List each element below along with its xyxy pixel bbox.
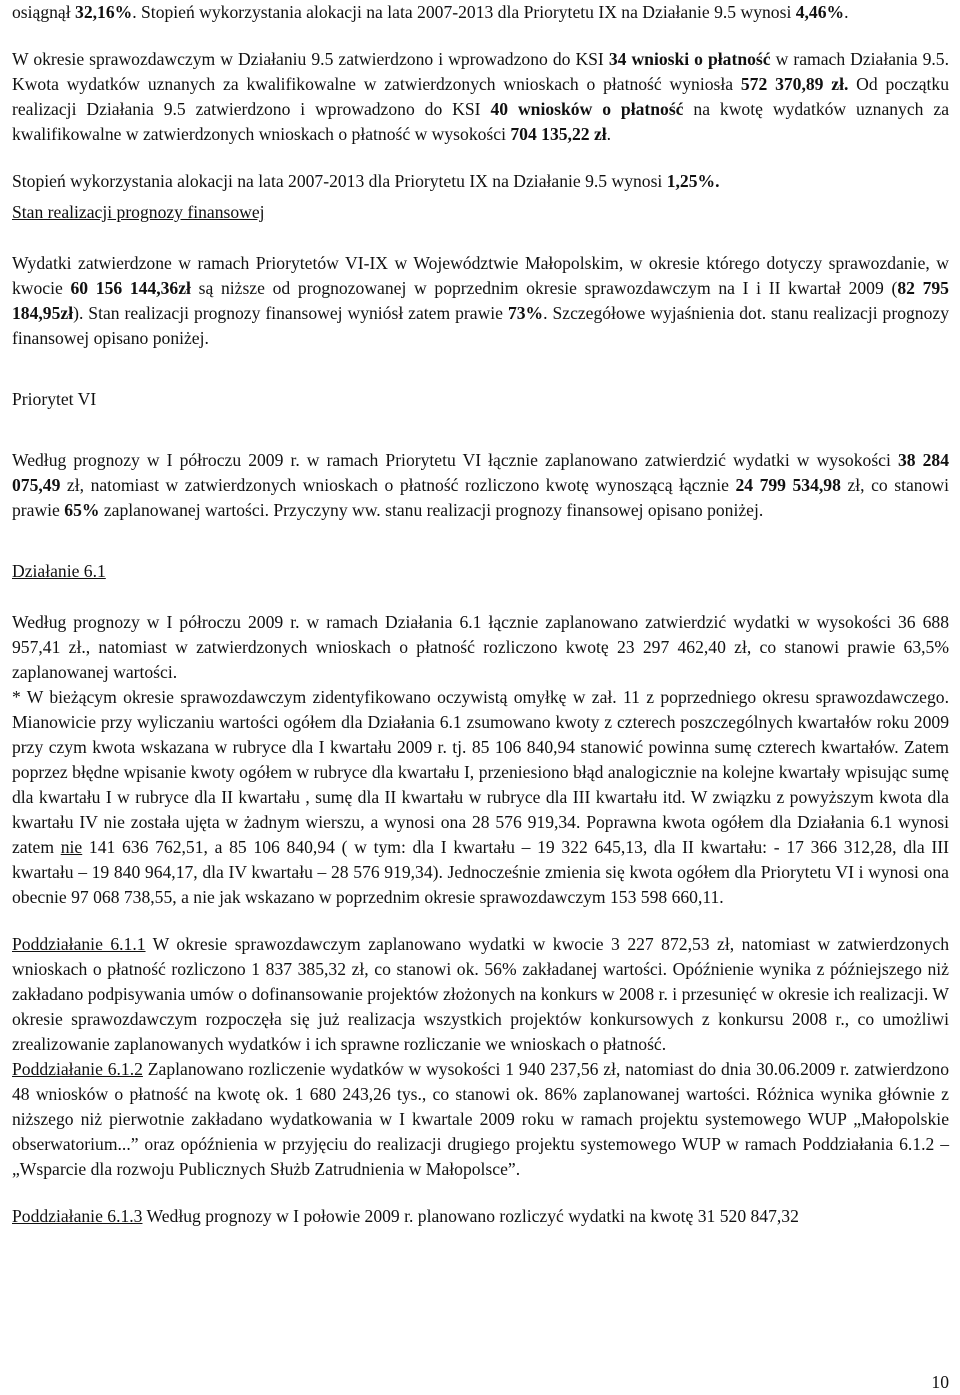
bold-value: 60 156 144,36zł — [70, 278, 191, 298]
text: Stopień wykorzystania alokacji na lata 2007-2013 dla Priorytetu IX na Działanie 9.5 wynosi — [12, 171, 667, 191]
paragraph-alokacja-9-5 — [12, 0, 949, 25]
bold-value: 73% — [507, 303, 544, 323]
text: osiągnął — [12, 2, 76, 22]
paragraph-dzialanie-6-1: Według prognozy w I półroczu 2009 r. w ramach Działania 6.1 łącznie zaplanowano zatwierdzić wydatki w wysokości 36 688 957,41 zł., natomiast w zatwierdzonych wnioskach o płatność rozliczono kwotę 23 297 462,40 zł, co stanowi prawie 63,5% zaplanowanej wartości. — [12, 612, 949, 682]
text: są niższe od prognozowanej w poprzednim okresie sprawozdawczym na I i II kwartał 2009 ( — [190, 278, 898, 298]
subsection-label: Poddziałanie 6.1.3 — [12, 1206, 143, 1226]
text: Zaplanowano rozliczenie wydatków w wysokości 1 940 237,56 zł, natomiast do dnia 30.06.2009 r. zatwierdzono 48 wniosków o płatność na kwotę ok. 1 680 243,26 tys., co stanowi ok. 86% zaplanowanej wartości. Różnica wynika głównie z niższego niż pierwotnie zakładano wydatkowania w I kwartale 2009 roku w ramach projektu systemowego WUP „Małopolskie obserwatorium...” oraz opóźnienia w przyjęciu do realizacji drugiego projektu systemowego WUP w ramach Poddziałania 6.1.2 – „Wsparcie dla rozwoju Publicznych Służb Zatrudnienia w Małopolsce”. — [12, 1059, 950, 1179]
text: na kwotę wydatków uznanych za kwalifikowalne w zatwierdzonych wnioskach o płatność w wysokości — [12, 99, 949, 144]
page-number: 10 — [931, 1372, 949, 1392]
bold-value: 32,16% — [75, 2, 133, 22]
paragraph-prognoza — [12, 251, 949, 351]
paragraph-priorytet-vi — [12, 448, 949, 523]
text: W okresie sprawozdawczym w Działaniu 9.5 zatwierdzono i wprowadzono do KSI — [12, 49, 609, 69]
paragraph-poddzialanie-6-1-2 — [12, 1057, 949, 1182]
heading-stan-realizacji: Stan realizacji prognozy finansowej — [12, 202, 265, 222]
text: zł, natomiast w zatwierdzonych wnioskach o płatność rozliczono kwotę wynoszącą łącznie — [60, 475, 736, 495]
text: . — [844, 2, 849, 22]
text: . Stopień wykorzystania alokacji na lata 2007-2013 dla Priorytetu IX na Działanie 9.5 wynosi — [132, 2, 796, 22]
text: * W bieżącym okresie sprawozdawczym zidentyfikowano oczywistą omyłkę w zał. 11 z poprzedniego okresu sprawozdawczego. Mianowicie przy wyliczaniu wartości ogółem dla Działania 6.1 zsumowano kwoty z czterech poszczególnych kwartałów roku 2009 przy czym kwota wskazana w rubryce dla I kwartału 2009 r. tj. 85 106 840,94 stanowić powinna sumę czterech kwartałów. Zatem poprzez błędne wpisanie kwoty ogółem w rubryce dla kwartału I, przeniesiono błąd analogicznie na kolejne kwartały wpisując sumę dla kwartału I w rubryce dla II kwartału , sumę dla II kwartału w rubryce dla III kwartału itd. W związku z powyższym kwota dla kwartału IV nie została ujęta w żadnym wierszu, a wynosi ona 28 576 919,34. Poprawna kwota ogółem dla Działania 6.1 wynosi zatem — [12, 687, 949, 857]
bold-value: 40 wniosków o płatność — [490, 99, 684, 119]
subsection-label: Poddziałanie 6.1.2 — [12, 1059, 143, 1079]
text: Wydatki zatwierdzone w ramach Priorytetów VI-IX w Województwie Małopolskim, w okresie którego dotyczy sprawozdanie, w kwocie — [12, 253, 949, 298]
paragraph-omylka — [12, 685, 949, 910]
bold-value: 572 370,89 zł. — [740, 74, 849, 94]
text: w ramach Działania 9.5. Kwota wydatków uznanych za kwalifikowalne w zatwierdzonych wnioskach o płatność wyniosła — [12, 49, 949, 94]
text: Według prognozy w I półroczu 2009 r. w ramach Priorytetu VI łącznie zaplanowano zatwierdzić wydatki w wysokości — [12, 450, 898, 470]
bold-value: 82 795 184,95zł — [12, 278, 949, 323]
document-page — [12, 0, 949, 1229]
text: zaplanowanej wartości. Przyczyny ww. stanu realizacji prognozy finansowej opisano poniżej. — [99, 500, 764, 520]
bold-value: 38 284 075,49 — [12, 450, 949, 495]
text: ). Stan realizacji prognozy finansowej wyniósł zatem prawie — [73, 303, 508, 323]
paragraph-stopien-9-5 — [12, 169, 949, 194]
text: Od początku realizacji Działania 9.5 zatwierdzono i wprowadzono do KSI — [12, 74, 950, 119]
paragraph-wnioski-9-5 — [12, 47, 949, 147]
subsection-label: Poddziałanie 6.1.1 — [12, 934, 146, 954]
text: . Szczegółowe wyjaśnienia dot. stanu realizacji prognozy finansowej opisano poniżej. — [12, 303, 949, 348]
bold-value: 24 799 534,98 — [735, 475, 841, 495]
bold-value: 4,46% — [795, 2, 845, 22]
heading-priorytet-vi: Priorytet VI — [12, 389, 97, 409]
text: zł, co stanowi prawie — [12, 475, 949, 520]
text: W okresie sprawozdawczym zaplanowano wydatki w kwocie 3 227 872,53 zł, natomiast w zatwierdzonych wnioskach o płatność rozliczono 1 837 385,32 zł, co stanowi ok. 56% zakładanej wartości. Opóźnienie wynika z późniejszego niż zakładano podpisywania umów o dofinansowanie projektów złożonych na konkurs w 2008 r. i przesunięć w okresie ich realizacji. W okresie sprawozdawczym rozpoczęła się już realizacja wszystkich projektów konkursowych z konkursu 2008 r., co umożliwi zrealizowanie zaplanowanych wydatków i ich sprawne rozliczanie we wnioskach o płatność. — [12, 934, 949, 1054]
bold-value: 1,25%. — [666, 171, 720, 191]
text: Według prognozy w I połowie 2009 r. planowano rozliczyć wydatki na kwotę 31 520 847,32 — [142, 1206, 799, 1226]
bold-value: 65% — [64, 500, 100, 520]
underlined-word: nie — [60, 837, 83, 857]
text: . — [606, 124, 612, 144]
paragraph-poddzialanie-6-1-3 — [12, 1204, 949, 1229]
bold-value: 34 wnioski o płatność — [608, 49, 771, 69]
text: 141 636 762,51, a 85 106 840,94 ( w tym: dla I kwartału – 19 322 645,13, dla II kwartału: - 17 366 312,28, dla III kwartału – 19 840 964,17, dla IV kwartału – 28 576 919,34). Jednocześnie zmienia się kwota ogółem dla Priorytetu VI i wynosi ona obecnie 97 068 738,55, a nie jak wskazano w poprzednim okresie sprawozdawczym 153 598 660,11. — [12, 837, 949, 907]
paragraph-poddzialanie-6-1-1 — [12, 932, 949, 1057]
heading-dzialanie-6-1: Działanie 6.1 — [12, 561, 106, 581]
bold-value: 704 135,22 zł — [510, 124, 607, 144]
